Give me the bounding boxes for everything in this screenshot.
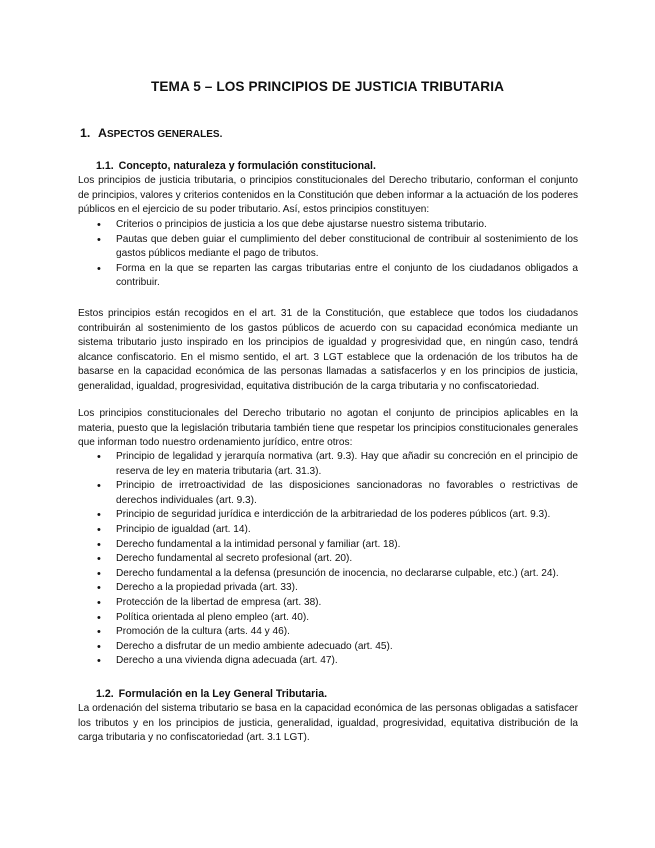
bullet-icon: •	[97, 596, 101, 609]
list-item-text: Derecho fundamental al secreto profesional (art. 20).	[116, 553, 353, 565]
bullet-icon: •	[97, 509, 101, 522]
list-item	[78, 508, 578, 523]
bullet-icon: •	[97, 582, 101, 595]
paragraph-lgt: La ordenación del sistema tributario se basa en la capacidad económica de las personas obligadas a satisfacer los tributos y en los principios de justicia, generalidad, igualdad, progresividad, equitativa distribución de la carga tributaria y no confiscatoriedad (art. 3.1 LGT).	[78, 703, 578, 743]
bullet-icon: •	[97, 219, 101, 231]
bullet-list-constitutional	[78, 450, 578, 669]
list-item-text: Derecho a la propiedad privada (art. 33).	[116, 582, 298, 594]
list-item-text: Principio de legalidad y jerarquía normativa (art. 9.3). Hay que añadir su concreción en el principio de reserva de ley en materia tributaria (art. 31.3).	[116, 451, 578, 477]
list-item	[78, 218, 578, 233]
list-item-text: Política orientada al pleno empleo (art. 40).	[116, 611, 310, 623]
list-item	[78, 640, 578, 655]
subsection-title: Formulación en la Ley General Tributaria.	[118, 688, 328, 700]
list-item	[78, 233, 578, 262]
subsection-number: 1.2.	[96, 688, 114, 700]
subsection-title: Concepto, naturaleza y formulación constitucional.	[118, 160, 376, 172]
list-item	[78, 625, 578, 640]
subsection-number: 1.1.	[96, 160, 114, 172]
bullet-icon: •	[97, 655, 101, 668]
bullet-icon: •	[97, 626, 101, 639]
list-item-text: Pautas que deben guiar el cumplimiento del deber constitucional de contribuir al sostenimiento de los gastos públicos mediante el pago de tributos.	[116, 233, 578, 260]
list-item-text: Principio de irretroactividad de las disposiciones sancionadoras no favorables o restrictivas de derechos individuales (art. 9.3).	[116, 480, 578, 506]
paragraph-general-principles: Los principios constitucionales del Derecho tributario no agotan el conjunto de principios aplicables en la materia, puesto que la legislación tributaria también tiene que respetar los principios constitucionales generales que informan todo nuestro ordenamiento jurídico, entre otros:	[78, 408, 578, 448]
bullet-icon: •	[97, 233, 101, 246]
bullet-icon: •	[97, 538, 101, 551]
subsection-heading-1-2	[96, 688, 327, 700]
paragraph-article-31: Estos principios están recogidos en el art. 31 de la Constitución, que establece que todos los ciudadanos contribuirán al sostenimiento de los gastos públicos de acuerdo con su capacidad económica mediante un sistema tributario justo inspirado en los principios de igualdad y progresividad que, en ningún caso, tendrá alcance confiscatorio. En el mismo sentido, el art. 3 LGT establece que la ordenación de los tributos ha de basarse en la capacidad económica de las personas llamadas a satisfacerlos y en los principios de justicia, generalidad, igualdad, progresividad, equitativa distribución de la carga tributaria y no confiscatoriedad.	[78, 308, 578, 392]
list-item	[78, 611, 578, 626]
list-item	[78, 523, 578, 538]
list-item-text: Protección de la libertad de empresa (art. 38).	[116, 596, 322, 608]
bullet-icon: •	[97, 640, 101, 653]
section-heading-initial: A	[98, 126, 107, 140]
list-item-text: Principio de igualdad (art. 14).	[116, 523, 251, 535]
list-item-text: Principio de seguridad jurídica e interdicción de la arbitrariedad de los poderes públicos (art. 9.3).	[116, 509, 551, 521]
list-item-text: Forma en la que se reparten las cargas tributarias entre el conjunto de los ciudadanos obligados a contribuir.	[116, 262, 578, 289]
list-item-text: Promoción de la cultura (arts. 44 y 46).	[116, 626, 290, 638]
page-title: TEMA 5 – LOS PRINCIPIOS DE JUSTICIA TRIBUTARIA	[150, 79, 505, 94]
bullet-icon: •	[97, 480, 101, 493]
bullet-icon: •	[97, 611, 101, 624]
list-item-text: Criterios o principios de justicia a los que debe ajustarse nuestro sistema tributario.	[116, 219, 487, 230]
bullet-icon: •	[97, 523, 101, 536]
list-item	[78, 567, 578, 582]
bullet-icon: •	[97, 262, 101, 275]
list-item-text: Derecho a disfrutar de un medio ambiente adecuado (art. 45).	[116, 640, 393, 652]
bullet-icon: •	[97, 567, 101, 580]
list-item	[78, 596, 578, 611]
subsection-heading-1-1	[96, 160, 376, 172]
section-number: 1.	[80, 126, 91, 140]
bullet-icon: •	[97, 553, 101, 566]
list-item	[78, 538, 578, 553]
bullet-icon: •	[97, 451, 101, 463]
list-item	[78, 450, 578, 479]
list-item	[78, 654, 578, 669]
section-heading-text: SPECTOS GENERALES.	[106, 129, 223, 140]
list-item	[78, 262, 578, 291]
list-item	[78, 581, 578, 596]
bullet-list-principles	[78, 218, 578, 291]
list-item-text: Derecho fundamental a la intimidad personal y familiar (art. 18).	[116, 538, 401, 550]
list-item	[78, 479, 578, 508]
section-heading	[80, 126, 222, 140]
paragraph-intro: Los principios de justicia tributaria, o principios constitucionales del Derecho tributario, conforman el conjunto de principios, valores y criterios contenidos en la Constitución que deben informar a la actuación de los poderes públicos en el ejercicio de su poder tributario. Así, estos principios constituyen:	[78, 175, 578, 215]
list-item	[78, 552, 578, 567]
list-item-text: Derecho a una vivienda digna adecuada (art. 47).	[116, 655, 338, 667]
list-item-text: Derecho fundamental a la defensa (presunción de inocencia, no declararse culpable, etc.) (art. 24).	[116, 567, 559, 579]
